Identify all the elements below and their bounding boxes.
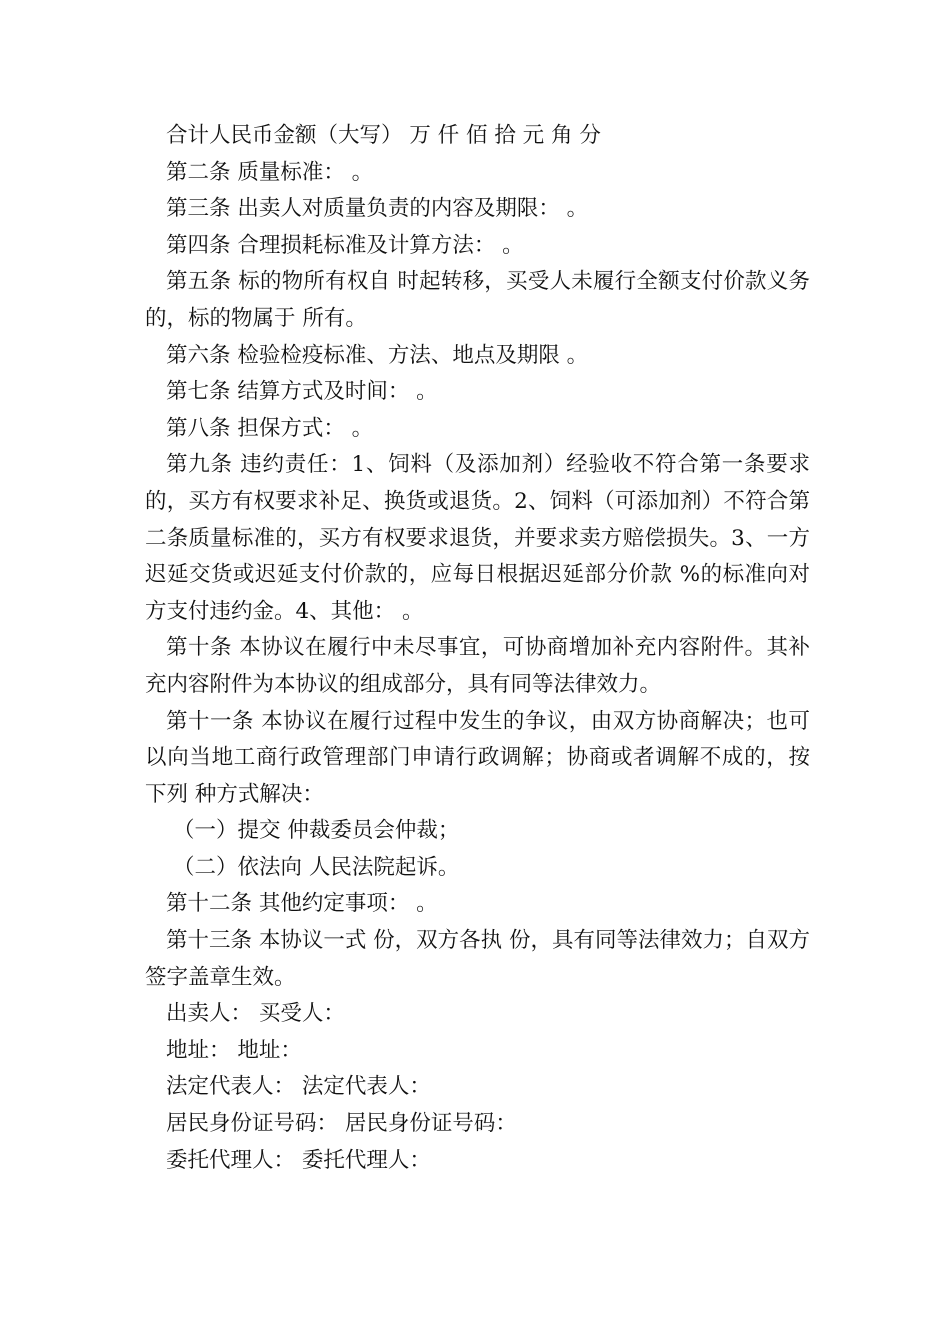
signature-id-number: 居民身份证号码： 居民身份证号码： — [166, 1111, 517, 1137]
signature-agent: 委托代理人： 委托代理人： — [166, 1147, 431, 1173]
article-5-ownership-transfer: 第五条 标的物所有权自 时起转移，买受人未履行全额支付价款义务的，标的物属于 所有。 — [145, 269, 810, 331]
article-4-loss-standard: 第四条 合理损耗标准及计算方法： 。 — [166, 232, 524, 258]
signature-legal-rep: 法定代表人： 法定代表人： — [166, 1074, 431, 1100]
article-3-quality-responsibility: 第三条 出卖人对质量负责的内容及期限： 。 — [166, 196, 589, 222]
signature-address: 地址： 地址： — [166, 1037, 302, 1063]
article-8-guarantee: 第八条 担保方式： 。 — [166, 415, 374, 441]
article-7-settlement: 第七条 结算方式及时间： 。 — [166, 379, 438, 405]
article-11-disputes: 第十一条 本协议在履行过程中发生的争议，由双方协商解决；也可以向当地工商行政管理部门申请行政调解；协商或者调解不成的，按下列 种方式解决： — [145, 708, 810, 807]
total-amount-line: 合计人民币金额（大写） 万 仟 佰 拾 元 角 分 — [166, 123, 601, 148]
article-2-quality-standard: 第二条 质量标准： 。 — [166, 159, 374, 185]
dispute-option-court: （二）依法向 人民法院起诉。 — [173, 854, 460, 880]
signature-seller-buyer: 出卖人： 买受人： — [166, 1001, 345, 1027]
dispute-option-arbitration: （一）提交 仲裁委员会仲裁； — [173, 818, 460, 844]
document-body — [145, 118, 810, 1179]
article-12-other-matters: 第十二条 其他约定事项： 。 — [166, 891, 438, 917]
article-9-liability: 第九条 违约责任：1、饲料（及添加剂）经验收不符合第一条要求的，买方有权要求补足、换货或退货。2、饲料（可添加剂）不符合第二条质量标准的，买方有权要求退货，并要求卖方赔偿损失。3、一方迟延交货或迟延支付价款的，应每日根据迟延部分价款 %的标准向对方支付违约金。4、其他： 。 — [145, 452, 810, 624]
article-10-supplement: 第十条 本协议在履行中未尽事宜，可协商增加补充内容附件。其补充内容附件为本协议的组成部分，具有同等法律效力。 — [145, 635, 810, 697]
article-6-inspection: 第六条 检验检疫标准、方法、地点及期限 。 — [166, 342, 589, 368]
article-13-copies: 第十三条 本协议一式 份，双方各执 份，具有同等法律效力；自双方签字盖章生效。 — [145, 928, 811, 990]
